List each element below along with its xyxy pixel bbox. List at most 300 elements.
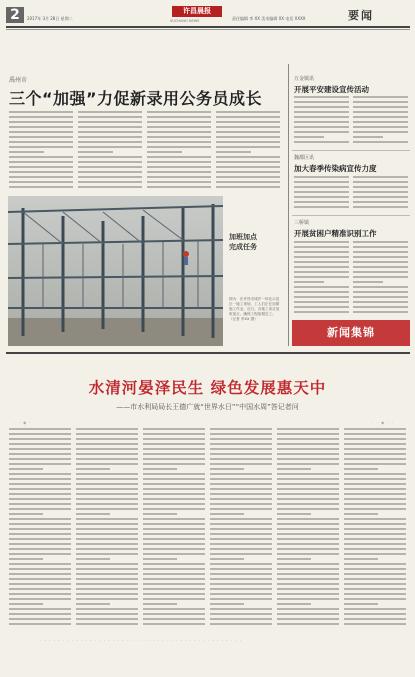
text-line xyxy=(143,553,205,555)
text-line xyxy=(147,151,182,153)
page-header xyxy=(0,0,415,42)
text-line xyxy=(78,186,142,188)
text-line xyxy=(143,478,205,480)
text-line xyxy=(147,131,211,133)
text-line xyxy=(344,448,406,450)
text-line xyxy=(210,563,272,565)
text-line xyxy=(353,306,408,308)
text-line xyxy=(143,578,205,580)
text-line xyxy=(210,433,272,435)
paper-name: 许昌晨报 xyxy=(172,6,222,17)
text-line xyxy=(76,548,138,550)
text-line xyxy=(143,618,205,620)
text-line xyxy=(277,503,339,505)
text-line xyxy=(78,156,142,158)
text-line xyxy=(210,518,272,520)
section-separator xyxy=(6,352,410,354)
text-line xyxy=(143,543,205,545)
text-line xyxy=(9,563,71,565)
text-line xyxy=(76,578,138,580)
text-line xyxy=(294,101,349,103)
sidebar-title-3: 开展贫困户精准识别工作 xyxy=(294,229,377,238)
text-line xyxy=(143,453,205,455)
sidebar-kicker-2: 魏都区讯 xyxy=(294,155,315,161)
feature-body-col-6 xyxy=(344,428,406,628)
text-line xyxy=(76,458,138,460)
text-line xyxy=(9,523,71,525)
text-line xyxy=(277,543,339,545)
text-line xyxy=(143,448,205,450)
text-line xyxy=(9,136,73,138)
text-line xyxy=(76,468,110,470)
text-line xyxy=(344,483,406,485)
text-line xyxy=(9,573,71,575)
text-line xyxy=(216,161,280,163)
text-line xyxy=(277,583,339,585)
text-line xyxy=(277,523,339,525)
text-line xyxy=(353,261,408,263)
text-line xyxy=(210,538,272,540)
text-line xyxy=(9,613,71,615)
text-line xyxy=(78,136,142,138)
text-line xyxy=(353,296,408,298)
text-line xyxy=(143,598,205,600)
text-line xyxy=(76,478,138,480)
text-line xyxy=(277,563,339,565)
text-line xyxy=(9,623,71,625)
text-line xyxy=(76,538,138,540)
text-line xyxy=(294,116,349,118)
text-line xyxy=(147,156,211,158)
text-line xyxy=(143,518,205,520)
text-line xyxy=(9,438,71,440)
text-line xyxy=(277,438,339,440)
text-line xyxy=(143,433,205,435)
sidebar-body-2b xyxy=(353,176,408,211)
text-line xyxy=(353,116,408,118)
decorative-ornament-bottom: · · · · · · · · · · · · · · · · · · · · · · · · · · · · · · · · · · · · · · · · · · · · · xyxy=(40,638,243,643)
text-line xyxy=(277,553,339,555)
text-line xyxy=(147,176,211,178)
text-line xyxy=(9,538,71,540)
text-line xyxy=(147,166,211,168)
text-line xyxy=(353,136,383,138)
text-line xyxy=(294,291,349,293)
text-line xyxy=(210,613,272,615)
text-line xyxy=(78,146,142,148)
text-line xyxy=(9,583,71,585)
text-line xyxy=(9,513,43,515)
text-line xyxy=(294,141,349,143)
text-line xyxy=(353,111,408,113)
text-line xyxy=(9,553,71,555)
text-line xyxy=(143,603,177,605)
text-line xyxy=(143,428,205,430)
text-line xyxy=(277,528,339,530)
text-line xyxy=(76,568,138,570)
text-line xyxy=(9,533,71,535)
sidebar-rule xyxy=(292,215,410,216)
text-line xyxy=(143,533,205,535)
text-line xyxy=(143,458,205,460)
text-line xyxy=(76,503,138,505)
text-line xyxy=(9,453,71,455)
text-line xyxy=(143,588,205,590)
sidebar-rule xyxy=(292,150,410,151)
text-line xyxy=(9,171,73,173)
paper-name-sub: XUCHANG NEWS xyxy=(170,19,200,23)
text-line xyxy=(294,246,349,248)
feature-body-col-4 xyxy=(210,428,272,628)
text-line xyxy=(294,196,349,198)
lead-body-col-1 xyxy=(9,111,73,191)
text-line xyxy=(76,603,110,605)
text-line xyxy=(143,508,205,510)
text-line xyxy=(9,443,71,445)
feature-subheadline: ——市水利局局长王德广就“世界水日”“中国水周”答记者问 xyxy=(116,403,299,411)
text-line xyxy=(277,538,339,540)
text-line xyxy=(143,548,205,550)
text-line xyxy=(277,608,339,610)
text-line xyxy=(76,488,138,490)
text-line xyxy=(277,623,339,625)
text-line xyxy=(9,146,73,148)
sidebar-kicker-3: 三桥镇 xyxy=(294,220,310,226)
text-line xyxy=(9,548,71,550)
text-line xyxy=(76,483,138,485)
text-line xyxy=(9,428,71,430)
sidebar-title-1: 开展平安建设宣传活动 xyxy=(294,85,369,94)
text-line xyxy=(76,523,138,525)
text-line xyxy=(216,111,280,113)
text-line xyxy=(344,603,378,605)
text-line xyxy=(210,598,272,600)
text-line xyxy=(76,588,138,590)
text-line xyxy=(294,106,349,108)
text-line xyxy=(143,463,205,465)
text-line xyxy=(76,533,138,535)
text-line xyxy=(216,141,280,143)
text-line xyxy=(76,443,138,445)
sidebar-kicker-1: 万金镇讯 xyxy=(294,76,315,82)
text-line xyxy=(76,598,138,600)
text-line xyxy=(210,458,272,460)
text-line xyxy=(143,593,205,595)
text-line xyxy=(210,568,272,570)
text-line xyxy=(9,156,73,158)
lead-body-col-3 xyxy=(147,111,211,191)
text-line xyxy=(143,608,205,610)
text-line xyxy=(76,513,110,515)
text-line xyxy=(76,623,138,625)
text-line xyxy=(344,443,406,445)
issue-date: 2017年 3月 28日 星期二 xyxy=(27,16,73,21)
decorative-ornament-left: · · ◆ · · xyxy=(14,420,37,425)
text-line xyxy=(344,598,406,600)
text-line xyxy=(210,523,272,525)
text-line xyxy=(344,498,406,500)
text-line xyxy=(9,603,43,605)
text-line xyxy=(294,121,349,123)
text-line xyxy=(277,433,339,435)
text-line xyxy=(147,136,211,138)
text-line xyxy=(9,508,71,510)
text-line xyxy=(143,558,177,560)
text-line xyxy=(344,538,406,540)
text-line xyxy=(210,578,272,580)
text-line xyxy=(344,623,406,625)
text-line xyxy=(277,598,339,600)
text-line xyxy=(277,518,339,520)
text-line xyxy=(277,448,339,450)
text-line xyxy=(9,488,71,490)
text-line xyxy=(344,518,406,520)
text-line xyxy=(147,171,211,173)
text-line xyxy=(9,498,71,500)
text-line xyxy=(76,428,138,430)
text-line xyxy=(76,613,138,615)
text-line xyxy=(143,573,205,575)
text-line xyxy=(76,498,138,500)
text-line xyxy=(353,196,408,198)
text-line xyxy=(216,126,280,128)
text-line xyxy=(78,166,142,168)
column-divider xyxy=(288,64,289,346)
text-line xyxy=(143,498,205,500)
text-line xyxy=(277,498,339,500)
text-line xyxy=(210,483,272,485)
text-line xyxy=(147,161,211,163)
text-line xyxy=(294,281,324,283)
text-line xyxy=(78,181,142,183)
text-line xyxy=(277,473,339,475)
text-line xyxy=(353,106,408,108)
text-line xyxy=(344,473,406,475)
text-line xyxy=(9,483,71,485)
text-line xyxy=(353,176,408,178)
text-line xyxy=(353,141,408,143)
text-line xyxy=(277,558,311,560)
text-line xyxy=(353,101,408,103)
text-line xyxy=(353,286,408,288)
text-line xyxy=(9,186,73,188)
text-line xyxy=(294,311,349,313)
text-line xyxy=(78,131,142,133)
text-line xyxy=(216,156,280,158)
lead-headline: 三个“加强”力促新录用公务员成长 xyxy=(9,89,263,108)
text-line xyxy=(9,503,71,505)
text-line xyxy=(353,206,408,208)
decorative-ornament-right: · · ◆ · · xyxy=(372,420,395,425)
text-line xyxy=(353,266,408,268)
text-line xyxy=(147,126,211,128)
text-line xyxy=(76,553,138,555)
text-line xyxy=(9,448,71,450)
text-line xyxy=(344,433,406,435)
text-line xyxy=(344,488,406,490)
text-line xyxy=(277,458,339,460)
news-roundup-box: 新闻集锦 xyxy=(292,320,410,346)
text-line xyxy=(344,563,406,565)
text-line xyxy=(294,136,324,138)
text-line xyxy=(344,463,406,465)
text-line xyxy=(76,573,138,575)
text-line xyxy=(353,191,408,193)
text-line xyxy=(216,146,280,148)
text-line xyxy=(344,593,406,595)
text-line xyxy=(76,448,138,450)
lead-body-col-4 xyxy=(216,111,280,191)
text-line xyxy=(9,618,71,620)
text-line xyxy=(353,251,408,253)
text-line xyxy=(9,458,71,460)
text-line xyxy=(277,493,339,495)
construction-photo xyxy=(8,196,223,346)
text-line xyxy=(147,141,211,143)
text-line xyxy=(344,503,406,505)
text-line xyxy=(143,483,205,485)
text-line xyxy=(294,286,349,288)
text-line xyxy=(147,116,211,118)
text-line xyxy=(143,538,205,540)
text-line xyxy=(294,266,349,268)
text-line xyxy=(294,261,349,263)
text-line xyxy=(294,176,349,178)
feature-body-col-1 xyxy=(9,428,71,628)
text-line xyxy=(353,186,408,188)
text-line xyxy=(147,181,211,183)
text-line xyxy=(143,528,205,530)
text-line xyxy=(143,568,205,570)
text-line xyxy=(76,493,138,495)
text-line xyxy=(9,181,73,183)
text-line xyxy=(210,533,272,535)
text-line xyxy=(147,146,211,148)
text-line xyxy=(143,563,205,565)
text-line xyxy=(353,311,408,313)
text-line xyxy=(344,618,406,620)
text-line xyxy=(78,111,142,113)
text-line xyxy=(277,428,339,430)
text-line xyxy=(216,151,251,153)
text-line xyxy=(210,488,272,490)
text-line xyxy=(9,478,71,480)
text-line xyxy=(76,563,138,565)
text-line xyxy=(143,443,205,445)
text-line xyxy=(216,186,280,188)
text-line xyxy=(143,613,205,615)
text-line xyxy=(76,518,138,520)
text-line xyxy=(353,241,408,243)
text-line xyxy=(76,608,138,610)
text-line xyxy=(9,463,71,465)
text-line xyxy=(9,608,71,610)
text-line xyxy=(210,608,272,610)
text-line xyxy=(353,276,408,278)
page-number: 2 xyxy=(6,7,24,23)
text-line xyxy=(143,623,205,625)
text-line xyxy=(294,96,349,98)
text-line xyxy=(277,483,339,485)
text-line xyxy=(143,523,205,525)
text-line xyxy=(277,513,311,515)
text-line xyxy=(210,513,244,515)
text-line xyxy=(277,573,339,575)
text-line xyxy=(277,588,339,590)
text-line xyxy=(210,543,272,545)
text-line xyxy=(277,548,339,550)
text-line xyxy=(344,458,406,460)
text-line xyxy=(9,568,71,570)
text-line xyxy=(353,131,408,133)
text-line xyxy=(216,131,280,133)
text-line xyxy=(216,176,280,178)
text-line xyxy=(277,453,339,455)
text-line xyxy=(147,186,211,188)
text-line xyxy=(353,126,408,128)
text-line xyxy=(9,111,73,113)
text-line xyxy=(294,131,349,133)
text-line xyxy=(216,121,280,123)
text-line xyxy=(277,593,339,595)
text-line xyxy=(210,443,272,445)
text-line xyxy=(216,166,280,168)
text-line xyxy=(353,291,408,293)
sidebar-title-2: 加大春季传染病宣传力度 xyxy=(294,164,377,173)
text-line xyxy=(9,126,73,128)
text-line xyxy=(9,131,73,133)
text-line xyxy=(210,558,244,560)
text-line xyxy=(78,151,113,153)
sidebar-body-3b xyxy=(353,241,408,316)
text-line xyxy=(294,181,349,183)
text-line xyxy=(210,463,272,465)
text-line xyxy=(147,111,211,113)
text-line xyxy=(78,171,142,173)
text-line xyxy=(294,256,349,258)
text-line xyxy=(9,593,71,595)
text-line xyxy=(9,116,73,118)
text-line xyxy=(78,176,142,178)
sidebar-body-2a xyxy=(294,176,349,211)
text-line xyxy=(76,473,138,475)
text-line xyxy=(143,488,205,490)
text-line xyxy=(344,613,406,615)
text-line xyxy=(143,583,205,585)
text-line xyxy=(210,618,272,620)
text-line xyxy=(9,141,73,143)
text-line xyxy=(76,463,138,465)
text-line xyxy=(78,116,142,118)
text-line xyxy=(277,463,339,465)
text-line xyxy=(9,151,44,153)
text-line xyxy=(277,618,339,620)
section-title: 要闻 xyxy=(348,9,374,22)
text-line xyxy=(344,558,378,560)
text-line xyxy=(353,301,408,303)
lead-body-col-2 xyxy=(78,111,142,191)
text-line xyxy=(344,513,378,515)
text-line xyxy=(277,508,339,510)
text-line xyxy=(216,171,280,173)
text-line xyxy=(143,468,177,470)
text-line xyxy=(277,478,339,480)
text-line xyxy=(210,528,272,530)
text-line xyxy=(9,473,71,475)
text-line xyxy=(210,428,272,430)
text-line xyxy=(277,613,339,615)
text-line xyxy=(210,468,244,470)
